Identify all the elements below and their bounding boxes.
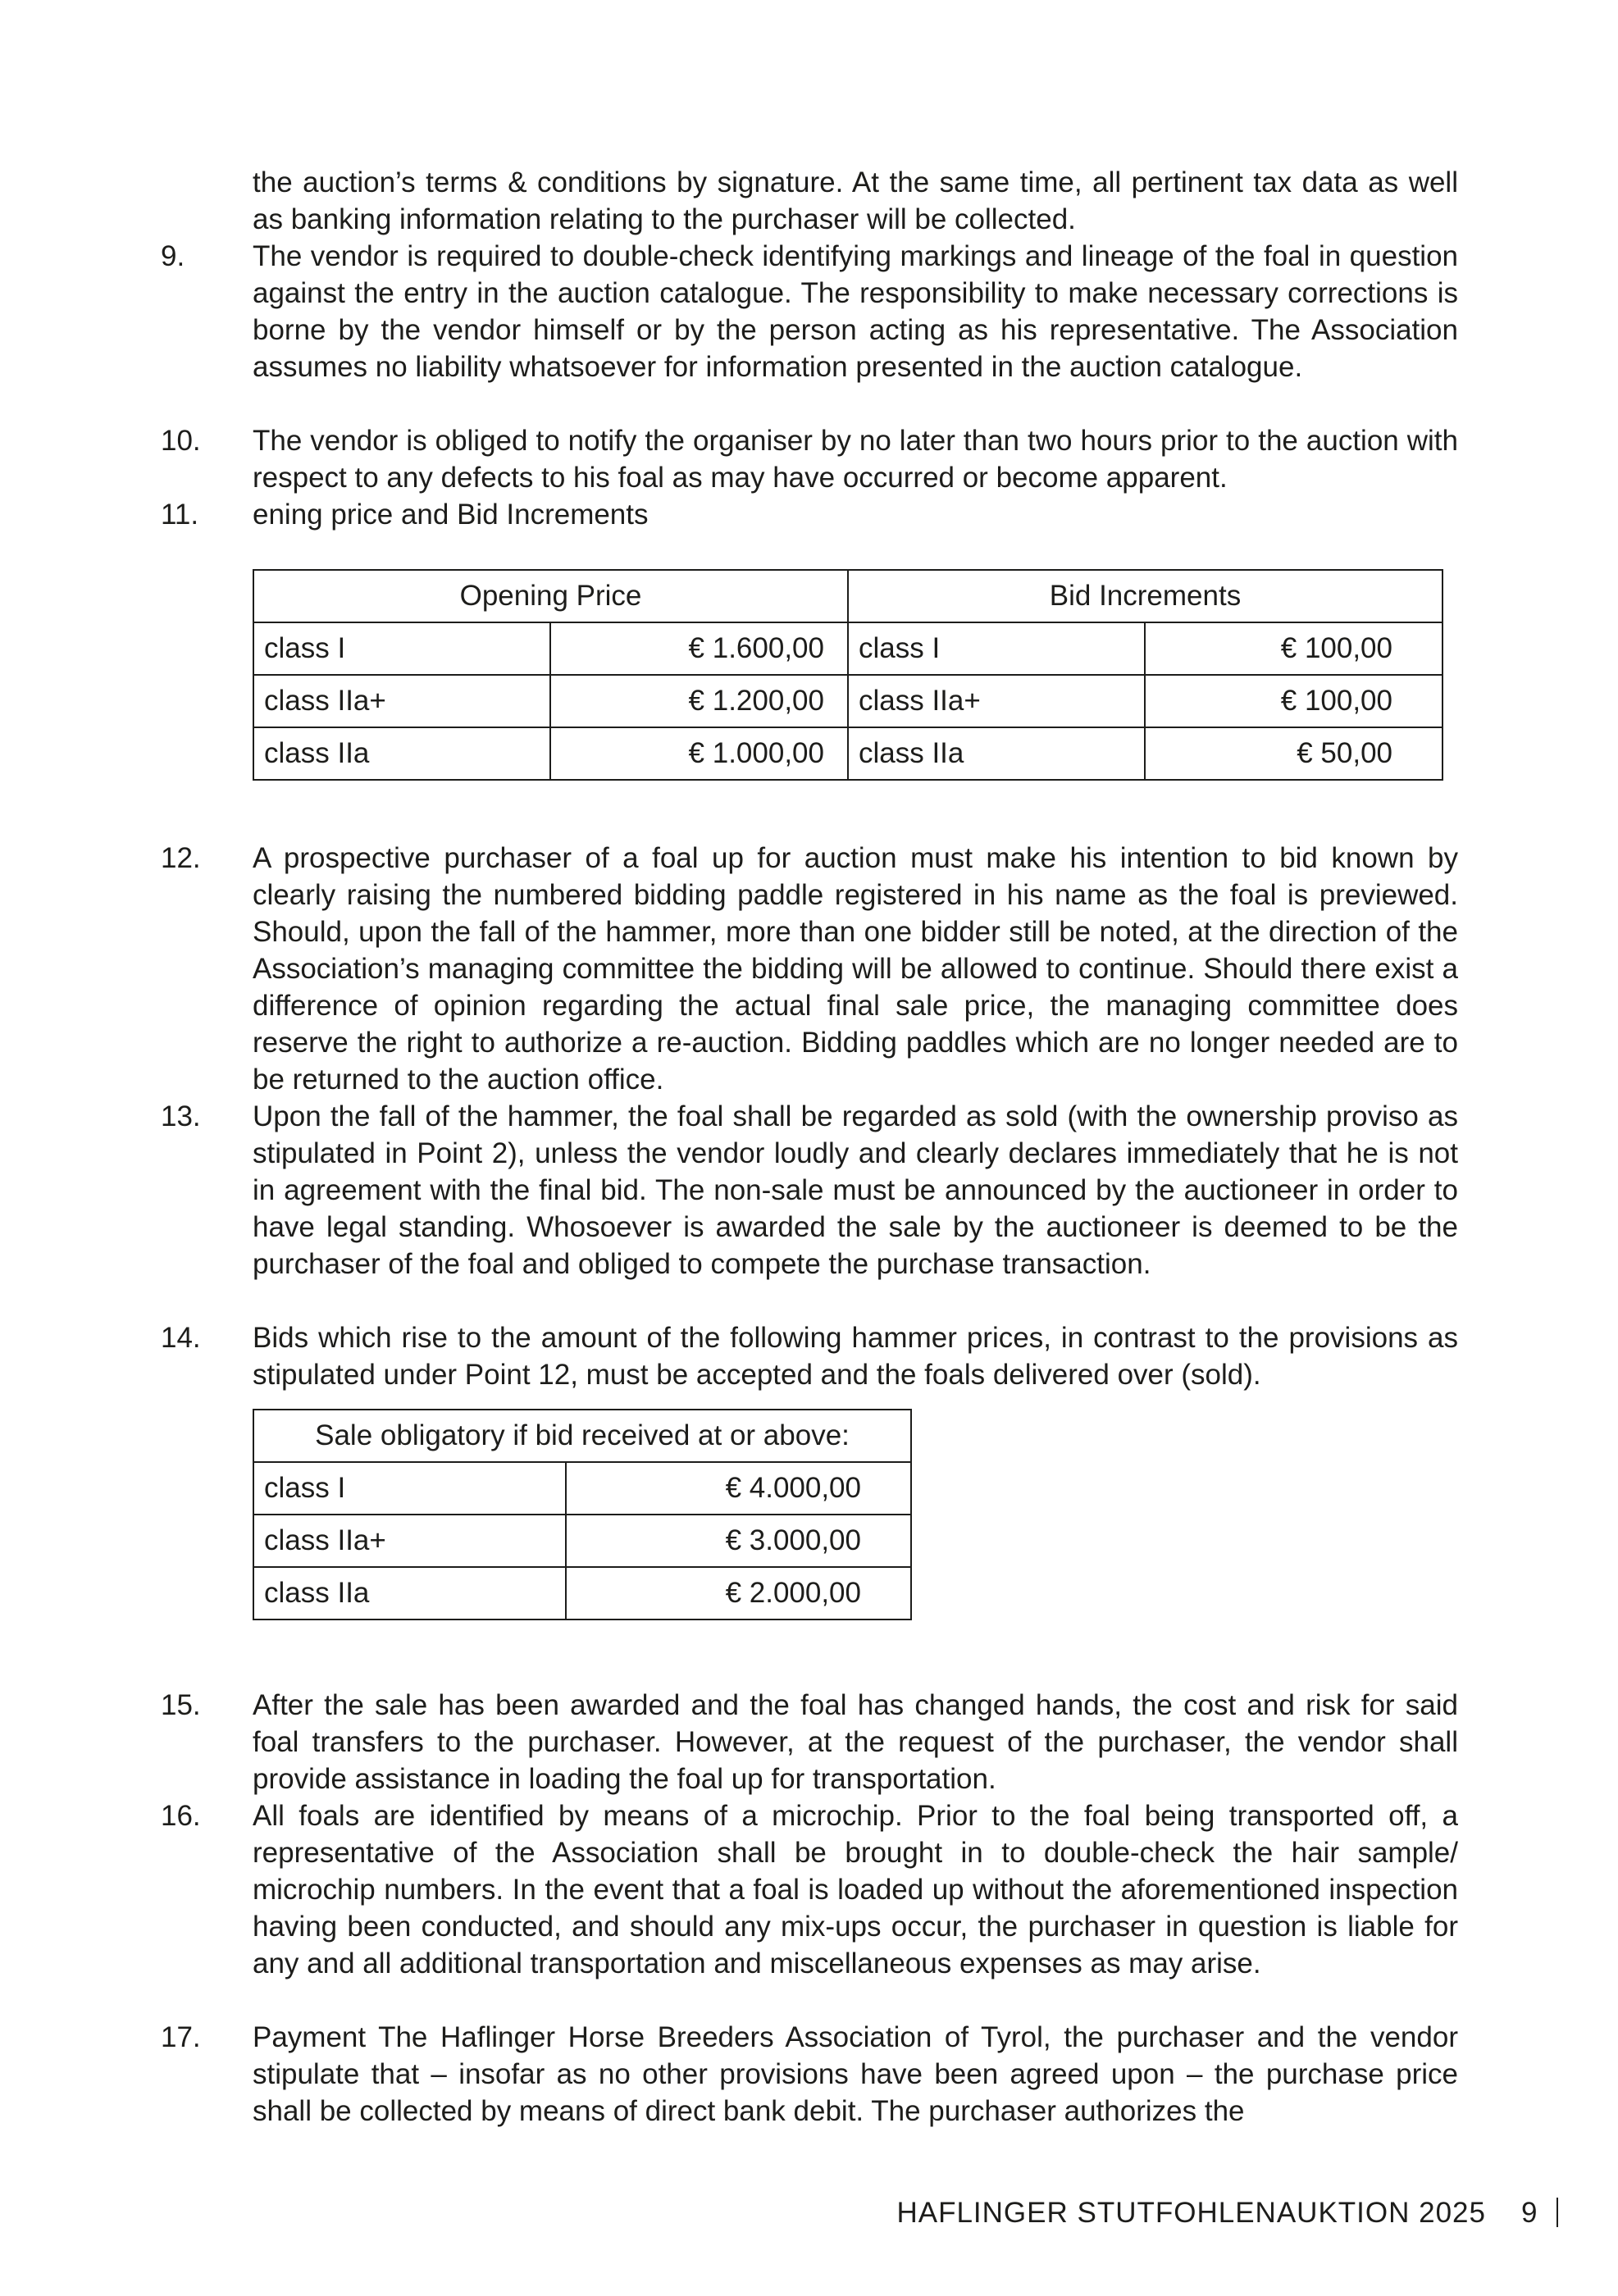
class-cell: class I <box>253 622 550 675</box>
opening-price-cell: € 1.000,00 <box>550 727 848 780</box>
table-header-row <box>253 1410 911 1462</box>
class-cell: class I <box>253 1462 566 1515</box>
table-row <box>253 727 1443 780</box>
table-row <box>253 1515 911 1567</box>
sale-price-cell: € 2.000,00 <box>566 1567 911 1620</box>
footer-divider <box>1556 2198 1558 2227</box>
sale-price-cell: € 3.000,00 <box>566 1515 911 1567</box>
list-number: 12. <box>161 842 201 874</box>
list-text: The vendor is obliged to notify the organiser by no later than two hours prior to the auction with respect to any defects to his foal as may have occurred or become apparent. <box>253 425 1458 494</box>
page-footer <box>820 2194 1618 2231</box>
list-item-13 <box>161 1098 1458 1282</box>
table-row <box>253 1462 911 1515</box>
list-item-14 <box>161 1319 1458 1393</box>
class-cell: class IIa <box>253 727 550 780</box>
table-row <box>253 1567 911 1620</box>
list-number: 16. <box>161 1800 201 1832</box>
list-item-10 <box>161 422 1458 496</box>
opening-price-cell: € 1.200,00 <box>550 675 848 727</box>
increment-cell: € 50,00 <box>1145 727 1443 780</box>
page-number: 9 <box>1521 2197 1538 2229</box>
bid-increments-header: Bid Increments <box>848 570 1443 622</box>
list-item-9 <box>161 238 1458 385</box>
table-row <box>253 675 1443 727</box>
list-item-15 <box>161 1687 1458 1797</box>
class-cell: class IIa <box>253 1567 566 1620</box>
opening-price-table <box>253 569 1443 781</box>
class-cell: class IIa+ <box>253 1515 566 1567</box>
list-item-12 <box>161 840 1458 1098</box>
table-header-row <box>253 570 1443 622</box>
list-text: A prospective purchaser of a foal up for auction must make his intention to bid known by clearly raising the numbered bidding paddle registered in his name as the foal is previewed. Should, upon the fall of the hammer, more than one bidder still be noted, at the direction of the Association’s managing committee the bidding will be allowed to continue. Should there exist a difference of opinion regarding the actual final sale price, the managing committee does reserve the right to authorize a re-auction. Bidding paddles which are no longer needed are to be returned to the auction office. <box>253 842 1458 1096</box>
class-cell: class IIa <box>848 727 1145 780</box>
list-number: 10. <box>161 425 201 457</box>
list-number: 14. <box>161 1322 201 1354</box>
list-text: The vendor is required to double-check identifying markings and lineage of the foal in question against the entry in the auction catalogue. The responsibility to make necessary corrections is borne by the vendor himself or by the person acting as his representative. The Association assumes no liability whatsoever for information presented in the auction catalogue. <box>253 240 1458 383</box>
increment-cell: € 100,00 <box>1145 622 1443 675</box>
list-number: 15. <box>161 1689 201 1721</box>
paragraph-continuation: the auction’s terms & conditions by signature. At the same time, all pertinent tax data as well as banking information relating to the purchaser will be collected. <box>253 166 1458 235</box>
list-text: Bids which rise to the amount of the following hammer prices, in contrast to the provisions as stipulated under Point 12, must be accepted and the foals delivered over (sold). <box>253 1322 1458 1391</box>
list-item-16 <box>161 1797 1458 1982</box>
sale-obligatory-table <box>253 1409 912 1620</box>
class-cell: class IIa+ <box>253 675 550 727</box>
list-text: After the sale has been awarded and the foal has changed hands, the cost and risk for said foal transfers to the purchaser. However, at the request of the purchaser, the vendor shall provide assistance in loading the foal up for transportation. <box>253 1689 1458 1795</box>
sale-obligatory-header: Sale obligatory if bid received at or above: <box>253 1410 911 1462</box>
list-number: 13. <box>161 1100 201 1132</box>
list-number: 9. <box>161 240 185 272</box>
class-cell: class I <box>848 622 1145 675</box>
list-text: Payment The Haflinger Horse Breeders Association of Tyrol, the purchaser and the vendor stipulate that – insofar as no other provisions have been agreed upon – the purchase price shall be collected by means of direct bank debit. The purchaser authorizes the <box>253 2021 1458 2127</box>
list-text: All foals are identified by means of a microchip. Prior to the foal being transported off, a representative of the Association shall be brought in to double-check the hair sample/ microchip numbers. In the event that a foal is loaded up without the aforementioned inspection having been conducted, and should any mix-ups occur, the purchaser in question is liable for any and all additional transportation and miscellaneous expenses as may arise. <box>253 1800 1458 1979</box>
sale-price-cell: € 4.000,00 <box>566 1462 911 1515</box>
list-item-11 <box>161 496 1458 533</box>
list-item-17 <box>161 2019 1458 2130</box>
footer-title: HAFLINGER STUTFOHLENAUKTION 2025 <box>896 2197 1486 2229</box>
list-text: Upon the fall of the hammer, the foal shall be regarded as sold (with the ownership proviso as stipulated in Point 2), unless the vendor loudly and clearly declares immediately that he is not in agreement with the final bid. The non-sale must be announced by the auctioneer in order to have legal standing. Whosoever is awarded the sale by the auctioneer is deemed to be the purchaser of the foal and obliged to compete the purchase transaction. <box>253 1100 1458 1280</box>
opening-price-cell: € 1.600,00 <box>550 622 848 675</box>
list-text: ening price and Bid Increments <box>253 499 649 531</box>
opening-price-header: Opening Price <box>253 570 848 622</box>
list-number: 17. <box>161 2021 201 2053</box>
class-cell: class IIa+ <box>848 675 1145 727</box>
increment-cell: € 100,00 <box>1145 675 1443 727</box>
list-number: 11. <box>161 499 199 531</box>
table-row <box>253 622 1443 675</box>
